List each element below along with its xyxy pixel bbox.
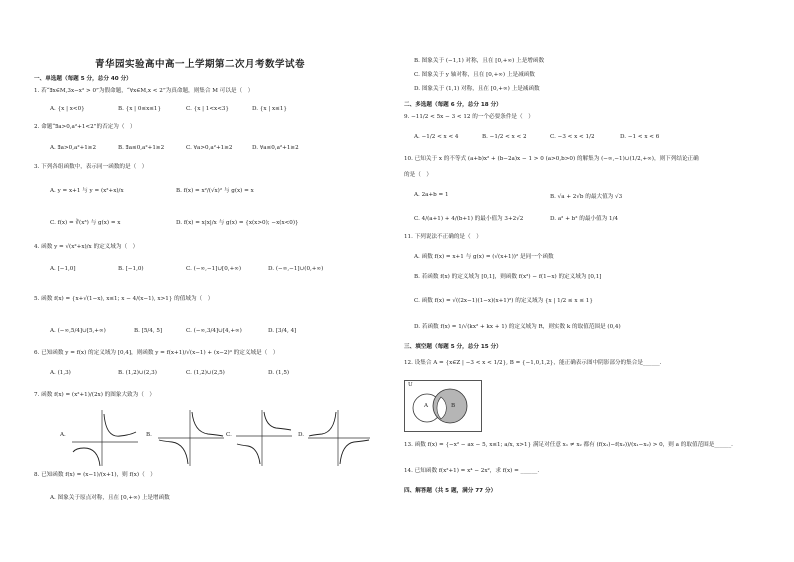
venn-diagram	[404, 380, 482, 432]
q11-option-d: D. 若函数 f(x) = 1/√(kx² + kx + 1) 的定义域为 R，则实数 k 的取值范围是 (0,4)	[414, 324, 621, 330]
question-8: 8. 已知函数 f(x) = (x−1)/(x+1)，则 f(x)（ ）	[34, 472, 156, 478]
q7-graph-a	[70, 408, 140, 468]
question-5: 5. 函数 f(x) = {x+√(1−x), x≤1; x − 4/(x−1), x>1} 的值域为（ ）	[34, 296, 214, 302]
q3-option-a: A. y = x+1 与 y = (x²+x)/x	[50, 188, 124, 194]
q6-option-a: A. (1,3)	[50, 370, 71, 376]
section-solutions: 四、解答题（共 5 题，满分 77 分）	[404, 488, 497, 494]
q2-option-b: B. ∃a≤0,a²+1≥2	[118, 145, 165, 151]
question-1: 1. 若“∃x∈M,3x−x² > 0”为假命题，“∀x∈M,x < 2”为真命题，则集合 M 可以是（ ）	[34, 88, 254, 94]
q3-option-d: D. f(x) = x|x|/x 与 g(x) = {x(x>0); −x(x<0)}	[176, 220, 299, 226]
question-14: 14. 已知函数 f(x²+1) = x⁴ − 2x²，求 f(x) = ______.	[404, 468, 540, 474]
q8-option-b: B. 图象关于 (−1,1) 对称，且在 [0,+∞) 上是增函数	[414, 58, 545, 64]
q2-option-c: C. ∀a>0,a²+1≥2	[186, 145, 233, 151]
question-10: 10. 已知关于 x 的不等式 (a+b)x² + (b−2a)x − 1 > 0 (a>0,b>0) 的解集为 (−∞,−1)∪(1/2,+∞)，则下列结论正确	[404, 156, 699, 162]
q11-option-b: B. 若函数 f(x) 的定义域为 [0,1]，则函数 f(x²) − f(1−x) 的定义域为 [0,1]	[414, 274, 602, 280]
q7-option-d: D.	[298, 432, 305, 438]
question-3: 3. 下列各组函数中，表示同一函数的是（ ）	[34, 164, 148, 170]
q1-option-d: D. {x | x≤1}	[252, 106, 287, 112]
q7-graph-b	[156, 408, 226, 468]
q4-option-a: A. [−1,0]	[50, 266, 76, 272]
question-12: 12. 设集合 A = {x∈Z | −3 < x < 1/2}, B = {−1,0,1,2}，能正确表示图中阴影部分的集合是______.	[404, 360, 662, 366]
q5-option-a: A. (−∞,5/4]∪[5,+∞)	[50, 328, 106, 334]
q2-option-a: A. ∃a>0,a²+1≥2	[50, 145, 97, 151]
q7-graph-c	[234, 408, 294, 468]
section-multi-choice: 二、多选题（每题 6 分，总分 18 分）	[404, 102, 502, 108]
q6-option-d: D. (1,5)	[268, 370, 290, 376]
q7-graph-d	[306, 408, 372, 468]
q9-option-c: C. −3 < x < 1/2	[550, 134, 595, 140]
question-4: 4. 函数 y = √(x²+x)/x 的定义域为（ ）	[34, 244, 139, 250]
page-title: 青华园实验高中高一上学期第二次月考数学试卷	[94, 59, 305, 70]
q5-option-d: D. [3/4, 4]	[268, 328, 297, 334]
q4-option-b: B. [−1,0)	[118, 266, 144, 272]
q11-option-c: C. 函数 f(x) = √((2x−1)(1−x)(x+1)²) 的定义域为 {x | 1/2 ≤ x ≤ 1}	[414, 298, 593, 304]
venn-label-u: U	[408, 382, 413, 388]
q5-option-c: C. (−∞,3/4]∪[4,+∞)	[186, 328, 242, 334]
q9-option-d: D. −1 < x < 6	[620, 134, 660, 140]
q7-option-c: C.	[226, 432, 232, 438]
q4-option-d: D. (−∞,−1]∪(0,+∞)	[268, 266, 324, 272]
q10-option-a: A. 2a+b = 1	[414, 192, 449, 198]
question-9: 9. −11/2 < 5x − 3 < 12 的一个必要条件是（ ）	[404, 114, 534, 120]
q8-option-c: C. 图象关于 y 轴对称，且在 [0,+∞) 上是减函数	[414, 72, 535, 78]
venn-label-b: B	[451, 403, 456, 409]
q10-option-d: D. a² + b² 的最小值为 1/4	[550, 216, 619, 222]
section-single-choice: 一、单选题（每题 5 分，总分 40 分）	[34, 76, 132, 82]
q10-option-c: C. 4/(a+1) + 4/(b+1) 的最小值为 3+2√2	[414, 216, 524, 222]
q10-option-b: B. √a + 2√b 的最大值为 √3	[550, 194, 623, 200]
question-11: 11. 下列说法不正确的是（ ）	[404, 234, 482, 240]
q11-option-a: A. 函数 f(x) = x+1 与 g(x) = (√(x+1))² 是同一个函数	[414, 254, 554, 260]
q4-option-c: C. (−∞,−1]∪[0,+∞)	[186, 266, 242, 272]
question-10-cont: 的是（ ）	[404, 172, 432, 178]
q5-option-b: B. [5/4, 5]	[134, 328, 163, 334]
q1-option-c: C. {x | 1<x<3}	[186, 106, 229, 112]
venn-label-a: A	[424, 403, 429, 409]
q8-option-a: A. 图象关于原点对称，且在 [0,+∞) 上是增函数	[50, 495, 170, 501]
question-7: 7. 函数 f(x) = (x²+1)/(2x) 的图象大致为（ ）	[34, 392, 156, 398]
q6-option-c: C. (1,2)∪(2,5)	[186, 370, 225, 376]
q1-option-a: A. {x | x<0}	[50, 106, 85, 112]
q9-option-a: A. −1/2 < x < 4	[414, 134, 459, 140]
q7-option-a: A.	[60, 432, 66, 438]
question-2: 2. 命题“∃a>0,a²+1<2”的否定为（ ）	[34, 124, 136, 130]
q8-option-d: D. 图象关于 (1,1) 对称，且在 [0,+∞) 上是减函数	[414, 86, 540, 92]
q7-option-b: B.	[146, 432, 152, 438]
question-13: 13. 函数 f(x) = {−x² − ax − 5, x≤1; a/x, x>1} 满足对任意 x₁ ≠ x₂ 都有 (f(x₁)−f(x₂))/(x₁−x₂) > 0，则 a 的取值范围是______.	[404, 442, 733, 448]
question-6: 6. 已知函数 y = f(x) 的定义域为 [0,4]，则函数 y = f(x+1)/√(x−1) + (x−2)⁰ 的定义域是（ ）	[34, 350, 279, 356]
q3-option-c: C. f(x) = ∛(x³) 与 g(x) = x	[50, 220, 121, 226]
section-fill-in: 三、填空题（每题 5 分，总分 15 分）	[404, 344, 502, 350]
q9-option-b: B. −1/2 < x < 2	[482, 134, 527, 140]
q2-option-d: D. ∀a≤0,a²+1≥2	[252, 145, 299, 151]
q1-option-b: B. {x | 0≤x≤1}	[118, 106, 162, 112]
venn-shapes	[405, 381, 481, 431]
q3-option-b: B. f(x) = x²/(√x)² 与 g(x) = x	[176, 188, 254, 194]
q6-option-b: B. (1,2)∪(2,3)	[118, 370, 157, 376]
